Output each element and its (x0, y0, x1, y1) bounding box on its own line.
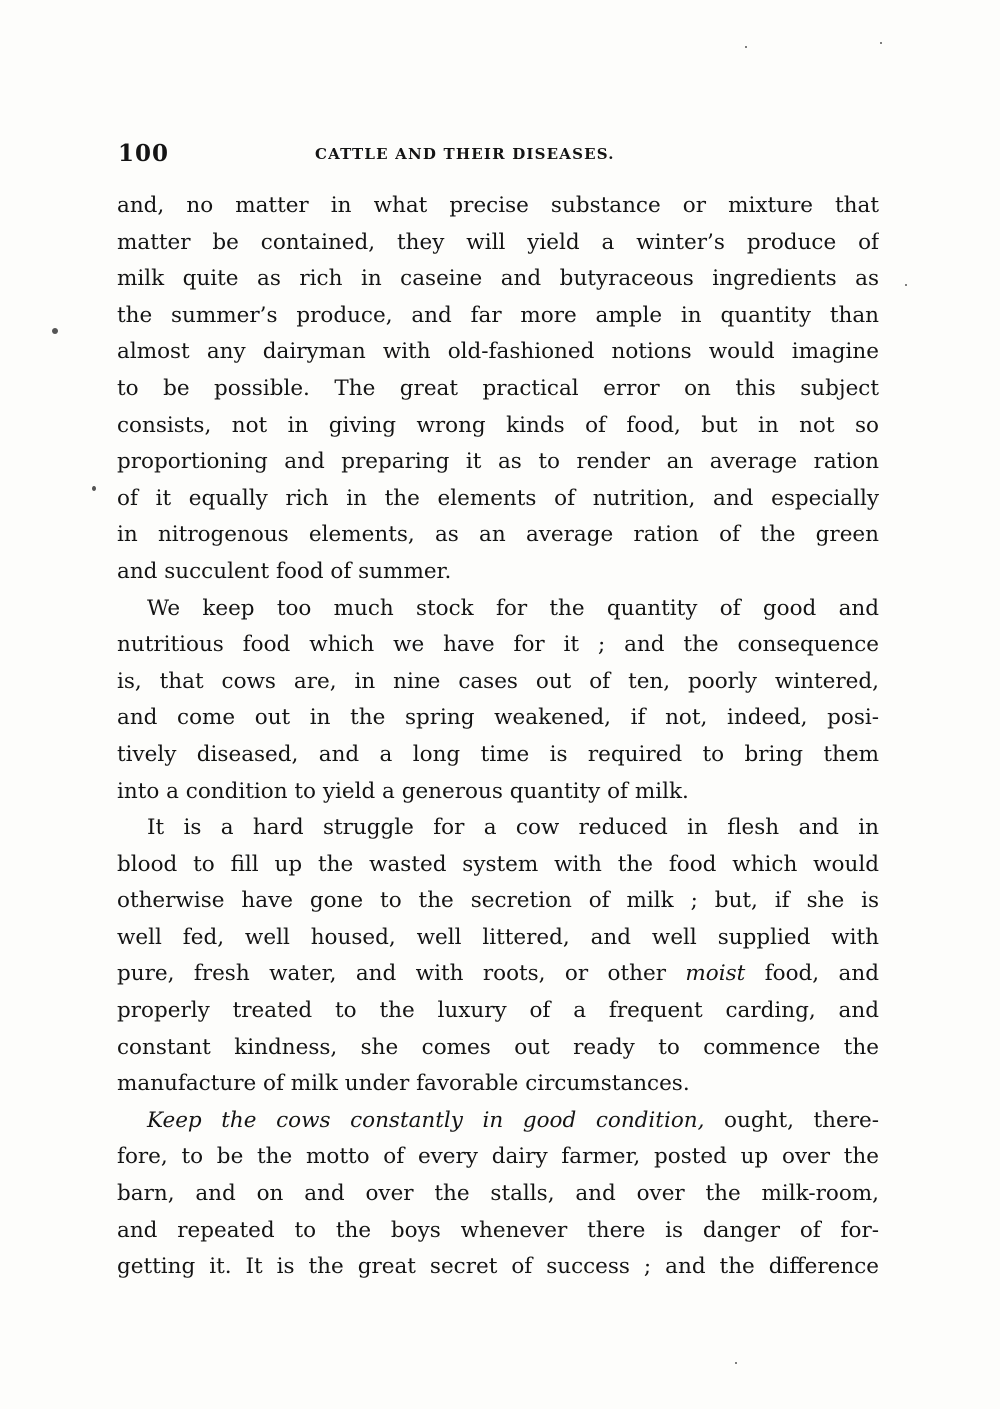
text-line: and succulent food of summer. (117, 558, 452, 584)
text-line: to be possible. The great practical error on this subject (117, 375, 879, 401)
text-line: manufacture of milk under favorable circumstances. (117, 1071, 690, 1097)
text-line: nutritious food which we have for it ; and the consequence (117, 632, 879, 658)
page-header (118, 140, 880, 174)
text-line: consists, not in giving wrong kinds of food, but in not so (117, 412, 879, 438)
text-line: and, no matter in what precise substance or mixture that (117, 193, 879, 218)
scan-speck (735, 1362, 737, 1364)
text-line: otherwise have gone to the secretion of milk ; but, if she is (117, 888, 879, 914)
text-line: matter be contained, they will yield a winter’s produce of (117, 229, 879, 255)
page-number: 100 (118, 140, 170, 167)
scan-speck (880, 42, 882, 44)
text-line: We keep too much stock for the quantity of good and (147, 595, 879, 621)
text-segment: food, and (764, 961, 879, 987)
text-line: constant kindness, she comes out ready to commence the (117, 1034, 879, 1060)
text-line: getting it. It is the great secret of success ; and the difference (117, 1254, 879, 1280)
text-line-with-italic (117, 956, 879, 993)
scan-speck (745, 46, 747, 48)
text-line: and come out in the spring weakened, if not, indeed, posi- (117, 705, 879, 731)
text-line: is, that cows are, in nine cases out of ten, poorly wintered, (117, 668, 879, 694)
text-line: in nitrogenous elements, as an average ration of the green (117, 522, 879, 548)
text-line: properly treated to the luxury of a frequent carding, and (117, 998, 879, 1024)
paragraph-2 (117, 591, 879, 811)
text-line: blood to fill up the wasted system with the food which would (117, 851, 879, 877)
text-line: fore, to be the motto of every dairy farmer, posted up over the (117, 1144, 879, 1170)
text-line: the summer’s produce, and far more ample in quantity than (117, 302, 879, 328)
scan-speck (92, 486, 96, 491)
body-text (117, 188, 879, 1286)
paragraph-1 (117, 188, 879, 591)
text-line: well fed, well housed, well littered, and well supplied with (117, 924, 879, 950)
text-line: almost any dairyman with old-fashioned notions would imagine (117, 339, 879, 365)
scan-speck (52, 328, 58, 334)
text-line: milk quite as rich in caseine and butyraceous ingredients as (117, 266, 879, 292)
text-line: tively diseased, and a long time is required to bring them (117, 741, 879, 767)
running-head: CATTLE AND THEIR DISEASES. (315, 145, 615, 163)
text-line: barn, and on and over the stalls, and over the milk-room, (117, 1181, 879, 1207)
paragraph-4 (117, 1103, 879, 1286)
text-line: proportioning and preparing it as to render an average ration (117, 449, 879, 475)
text-line: and repeated to the boys whenever there is danger of for- (117, 1217, 879, 1243)
text-segment: pure, fresh water, and with roots, or other (117, 961, 666, 987)
italic-motto: Keep the cows constantly in good condition, (147, 1107, 705, 1133)
text-line-with-italic (117, 1103, 879, 1140)
italic-word: moist (685, 961, 746, 987)
scan-speck (905, 284, 907, 286)
text-segment: ought, there- (724, 1107, 879, 1133)
paragraph-3 (117, 810, 879, 1103)
text-line: into a condition to yield a generous quantity of milk. (117, 778, 689, 804)
text-line: It is a hard struggle for a cow reduced in flesh and in (147, 815, 879, 841)
text-line: of it equally rich in the elements of nutrition, and especially (117, 485, 879, 511)
